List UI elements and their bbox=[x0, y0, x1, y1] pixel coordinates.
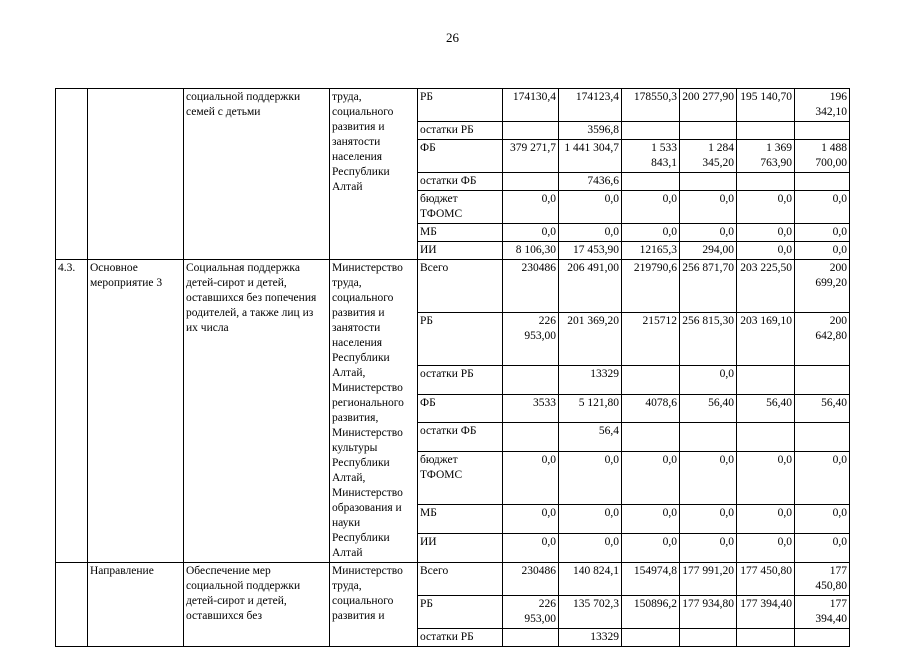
value-cell: 200 699,20 bbox=[795, 260, 850, 313]
value-cell: 226 953,00 bbox=[503, 312, 559, 365]
row-number bbox=[56, 89, 88, 260]
value-cell: 0,0 bbox=[795, 505, 850, 534]
value-cell: 206 491,00 bbox=[559, 260, 622, 313]
value-cell: 203 169,10 bbox=[737, 312, 795, 365]
value-cell: 177 450,80 bbox=[795, 563, 850, 596]
value-cell: 3596,8 bbox=[559, 122, 622, 140]
value-cell: 0,0 bbox=[503, 534, 559, 563]
funding-source: МБ bbox=[418, 224, 503, 242]
value-cell bbox=[737, 365, 795, 394]
value-cell: 0,0 bbox=[622, 452, 680, 505]
value-cell bbox=[622, 122, 680, 140]
value-cell: 0,0 bbox=[737, 452, 795, 505]
funding-source: Всего bbox=[418, 260, 503, 313]
value-cell: 177 934,80 bbox=[680, 596, 737, 629]
value-cell: 0,0 bbox=[503, 452, 559, 505]
value-cell: 0,0 bbox=[503, 505, 559, 534]
value-cell: 1 488 700,00 bbox=[795, 140, 850, 173]
value-cell: 294,00 bbox=[680, 242, 737, 260]
value-cell: 0,0 bbox=[680, 224, 737, 242]
value-cell: 0,0 bbox=[737, 242, 795, 260]
value-cell: 200 642,80 bbox=[795, 312, 850, 365]
measure-name: Основное мероприятие 3 bbox=[88, 260, 184, 563]
value-cell: 12165,3 bbox=[622, 242, 680, 260]
measure-description: Обеспечение мер социальной поддержки детей-сирот и детей, оставшихся без bbox=[184, 563, 330, 647]
value-cell: 0,0 bbox=[559, 224, 622, 242]
value-cell bbox=[795, 122, 850, 140]
value-cell: 195 140,70 bbox=[737, 89, 795, 122]
value-cell: 0,0 bbox=[795, 224, 850, 242]
value-cell: 56,4 bbox=[559, 423, 622, 452]
measure-name: Направление bbox=[88, 563, 184, 647]
funding-source: РБ bbox=[418, 89, 503, 122]
value-cell bbox=[795, 423, 850, 452]
value-cell: 135 702,3 bbox=[559, 596, 622, 629]
value-cell: 17 453,90 bbox=[559, 242, 622, 260]
value-cell bbox=[795, 173, 850, 191]
value-cell: 177 991,20 bbox=[680, 563, 737, 596]
value-cell: 140 824,1 bbox=[559, 563, 622, 596]
funding-source: РБ bbox=[418, 596, 503, 629]
funding-source: ФБ bbox=[418, 394, 503, 423]
value-cell: 256 871,70 bbox=[680, 260, 737, 313]
value-cell: 0,0 bbox=[559, 505, 622, 534]
value-cell: 7436,6 bbox=[559, 173, 622, 191]
value-cell: 226 953,00 bbox=[503, 596, 559, 629]
value-cell: 56,40 bbox=[680, 394, 737, 423]
value-cell: 174123,4 bbox=[559, 89, 622, 122]
value-cell: 256 815,30 bbox=[680, 312, 737, 365]
value-cell: 56,40 bbox=[795, 394, 850, 423]
value-cell: 0,0 bbox=[680, 505, 737, 534]
funding-source: остатки РБ bbox=[418, 365, 503, 394]
funding-source: Всего bbox=[418, 563, 503, 596]
value-cell: 1 284 345,20 bbox=[680, 140, 737, 173]
value-cell: 177 394,40 bbox=[737, 596, 795, 629]
value-cell: 230486 bbox=[503, 563, 559, 596]
value-cell bbox=[680, 122, 737, 140]
value-cell: 0,0 bbox=[737, 191, 795, 224]
funding-source: бюджет ТФОМС bbox=[418, 452, 503, 505]
value-cell: 0,0 bbox=[737, 505, 795, 534]
value-cell bbox=[503, 122, 559, 140]
value-cell: 13329 bbox=[559, 629, 622, 647]
value-cell bbox=[622, 365, 680, 394]
value-cell: 174130,4 bbox=[503, 89, 559, 122]
funding-source: МБ bbox=[418, 505, 503, 534]
value-cell: 0,0 bbox=[680, 534, 737, 563]
value-cell: 0,0 bbox=[795, 191, 850, 224]
value-cell: 150896,2 bbox=[622, 596, 680, 629]
value-cell: 230486 bbox=[503, 260, 559, 313]
row-number bbox=[56, 563, 88, 647]
page-number: 26 bbox=[446, 30, 459, 45]
measure-name bbox=[88, 89, 184, 260]
value-cell: 0,0 bbox=[559, 452, 622, 505]
value-cell: 3533 bbox=[503, 394, 559, 423]
value-cell: 0,0 bbox=[737, 224, 795, 242]
value-cell bbox=[503, 173, 559, 191]
value-cell bbox=[622, 173, 680, 191]
value-cell: 178550,3 bbox=[622, 89, 680, 122]
funding-source: ИИ bbox=[418, 242, 503, 260]
funding-source: остатки РБ bbox=[418, 629, 503, 647]
measure-description: Социальная поддержка детей-сирот и детей, оставшихся без попечения родителей, а также лиц из их числа bbox=[184, 260, 330, 563]
value-cell: 0,0 bbox=[737, 534, 795, 563]
value-cell: 0,0 bbox=[622, 505, 680, 534]
value-cell: 1 533 843,1 bbox=[622, 140, 680, 173]
value-cell: 5 121,80 bbox=[559, 394, 622, 423]
value-cell bbox=[737, 423, 795, 452]
value-cell: 0,0 bbox=[680, 452, 737, 505]
table-row bbox=[56, 89, 850, 122]
value-cell bbox=[503, 423, 559, 452]
value-cell bbox=[622, 629, 680, 647]
value-cell: 4078,6 bbox=[622, 394, 680, 423]
funding-source: ИИ bbox=[418, 534, 503, 563]
value-cell: 177 450,80 bbox=[737, 563, 795, 596]
value-cell: 196 342,10 bbox=[795, 89, 850, 122]
value-cell bbox=[680, 173, 737, 191]
funding-source: остатки РБ bbox=[418, 122, 503, 140]
funding-source: бюджет ТФОМС bbox=[418, 191, 503, 224]
value-cell: 0,0 bbox=[795, 534, 850, 563]
value-cell: 201 369,20 bbox=[559, 312, 622, 365]
value-cell bbox=[795, 365, 850, 394]
value-cell: 1 441 304,7 bbox=[559, 140, 622, 173]
value-cell: 0,0 bbox=[622, 191, 680, 224]
value-cell: 0,0 bbox=[503, 224, 559, 242]
value-cell: 200 277,90 bbox=[680, 89, 737, 122]
funding-source: ФБ bbox=[418, 140, 503, 173]
row-number: 4.3. bbox=[56, 260, 88, 563]
value-cell bbox=[503, 629, 559, 647]
executor: Министерство труда, социального развития и bbox=[330, 563, 418, 647]
value-cell: 0,0 bbox=[680, 365, 737, 394]
executor: Министерство труда, социального развития и занятости населения Республики Алтай, Министерство регионального развития, Министерство культуры Республики Алтай, Министерство образования и науки Республики Алтай bbox=[330, 260, 418, 563]
budget-table bbox=[55, 88, 850, 647]
value-cell bbox=[622, 423, 680, 452]
value-cell: 0,0 bbox=[680, 191, 737, 224]
table-row bbox=[56, 260, 850, 313]
value-cell: 1 369 763,90 bbox=[737, 140, 795, 173]
value-cell bbox=[795, 629, 850, 647]
value-cell: 0,0 bbox=[503, 191, 559, 224]
value-cell bbox=[737, 122, 795, 140]
measure-description: социальной поддержки семей с детьми bbox=[184, 89, 330, 260]
value-cell: 379 271,7 bbox=[503, 140, 559, 173]
value-cell: 154974,8 bbox=[622, 563, 680, 596]
value-cell bbox=[503, 365, 559, 394]
table-row bbox=[56, 563, 850, 596]
executor: труда, социального развития и занятости населения Республики Алтай bbox=[330, 89, 418, 260]
funding-source: РБ bbox=[418, 312, 503, 365]
value-cell: 0,0 bbox=[559, 191, 622, 224]
value-cell: 203 225,50 bbox=[737, 260, 795, 313]
value-cell: 215712 bbox=[622, 312, 680, 365]
value-cell: 0,0 bbox=[622, 224, 680, 242]
funding-source: остатки ФБ bbox=[418, 173, 503, 191]
value-cell: 8 106,30 bbox=[503, 242, 559, 260]
value-cell bbox=[680, 629, 737, 647]
value-cell: 0,0 bbox=[622, 534, 680, 563]
value-cell: 0,0 bbox=[559, 534, 622, 563]
value-cell: 0,0 bbox=[795, 242, 850, 260]
value-cell: 219790,6 bbox=[622, 260, 680, 313]
value-cell bbox=[737, 629, 795, 647]
value-cell bbox=[737, 173, 795, 191]
value-cell: 13329 bbox=[559, 365, 622, 394]
value-cell: 0,0 bbox=[795, 452, 850, 505]
funding-source: остатки ФБ bbox=[418, 423, 503, 452]
value-cell: 56,40 bbox=[737, 394, 795, 423]
value-cell: 177 394,40 bbox=[795, 596, 850, 629]
value-cell bbox=[680, 423, 737, 452]
